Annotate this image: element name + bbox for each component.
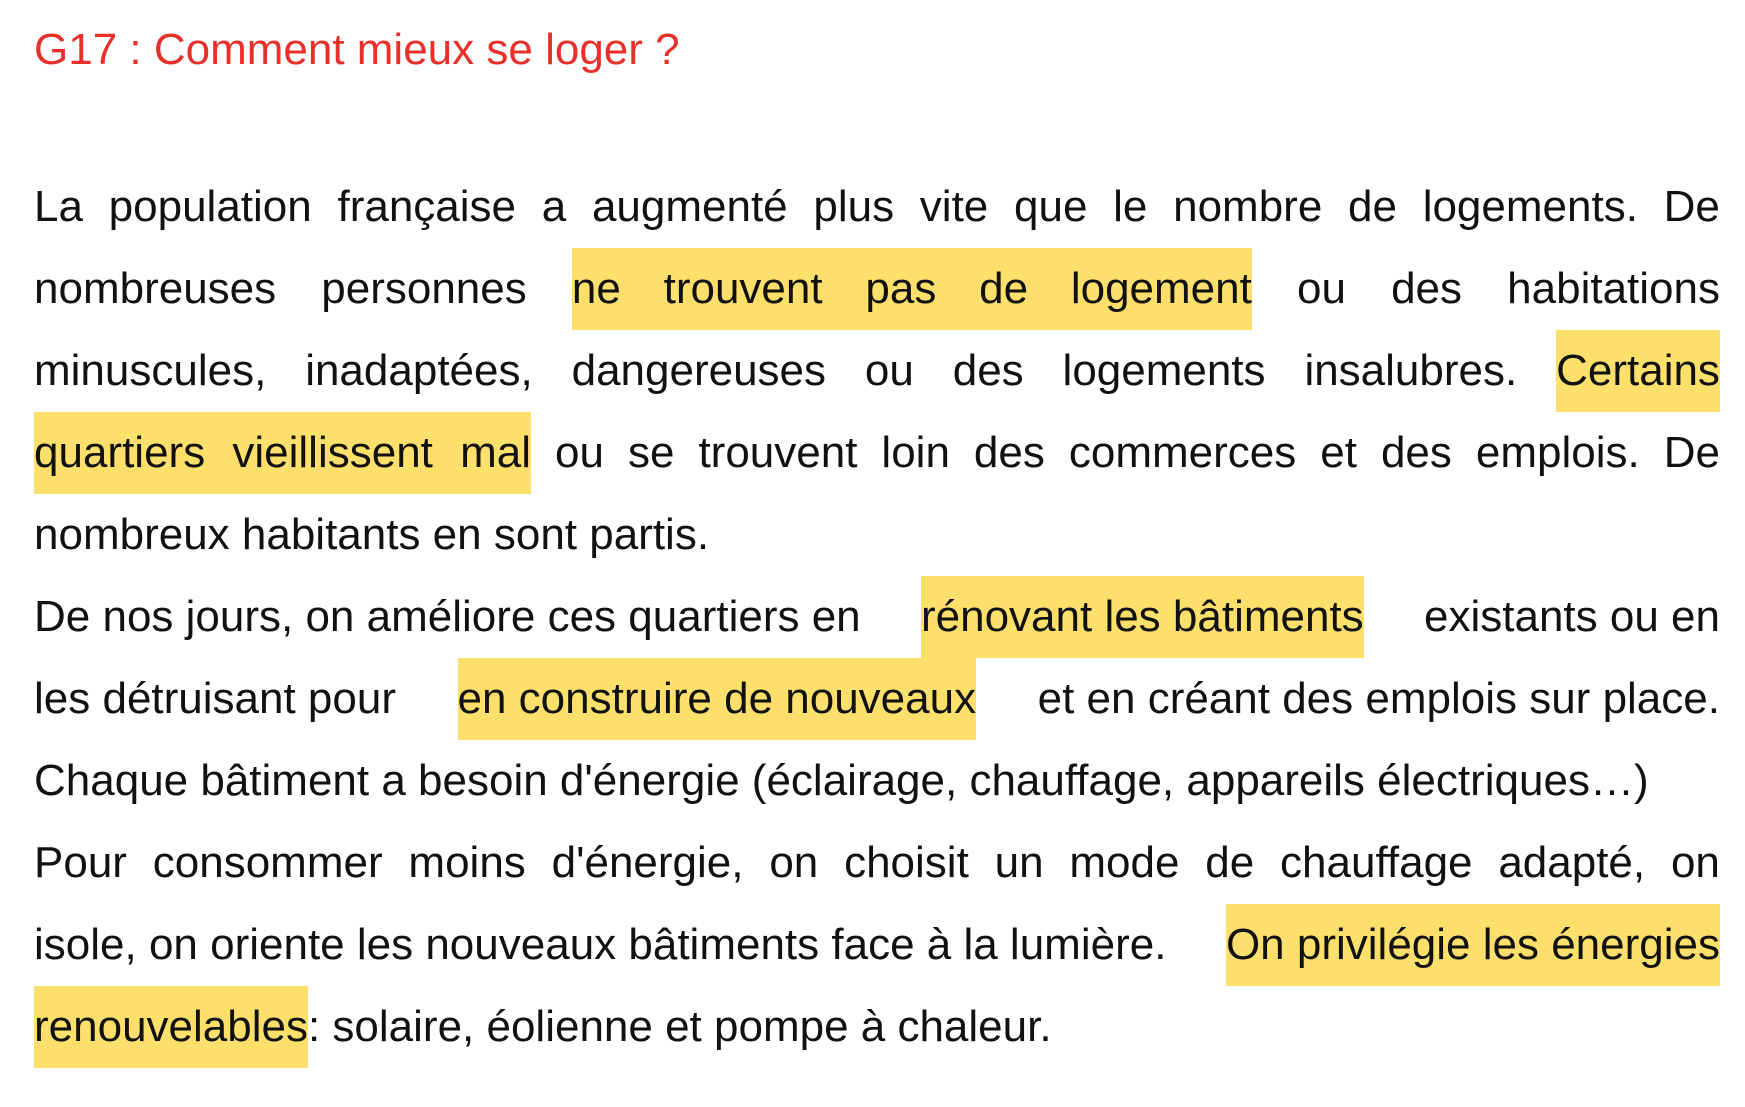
word: dangereuses: [571, 346, 827, 395]
word: de: [1348, 182, 1397, 231]
word: personnes: [321, 264, 527, 313]
text-line-4: [34, 412, 1720, 494]
text-line-9: [34, 822, 1720, 904]
word: d'énergie,: [551, 838, 744, 887]
text-segment: existants ou en: [1424, 592, 1720, 641]
word: plus: [813, 182, 895, 231]
word: logement: [1070, 264, 1252, 313]
word: chauffage: [1280, 838, 1473, 887]
word: quartiers: [34, 428, 206, 477]
word: que: [1014, 182, 1088, 231]
highlight-en-construire-de-nouveaux: en construire de nouveaux: [458, 658, 977, 740]
word: De: [1663, 428, 1720, 477]
word: inadaptées,: [305, 346, 533, 395]
word: De: [1663, 182, 1720, 231]
word: un: [994, 838, 1044, 887]
text-line-5: [34, 494, 1720, 576]
highlight-renouvelables: renouvelables: [34, 986, 308, 1068]
text-segment: et en créant des emplois sur place.: [1037, 674, 1720, 723]
word: choisit: [844, 838, 969, 887]
word: trouvent: [698, 428, 858, 477]
word: a: [541, 182, 567, 231]
word: française: [337, 182, 517, 231]
word: adapté,: [1498, 838, 1646, 887]
highlight-on-privilegie-les-energies: On privilégie les énergies: [1226, 904, 1720, 986]
highlight-ne-trouvent-pas-de-logement: [572, 248, 1252, 330]
word: des: [1380, 428, 1452, 477]
word: pas: [865, 264, 937, 313]
highlight-certains: Certains: [1556, 330, 1720, 412]
text-line-2: [34, 248, 1720, 330]
text-line-8: [34, 740, 1720, 822]
word: augmenté: [591, 182, 788, 231]
word: mode: [1069, 838, 1180, 887]
word: population: [108, 182, 312, 231]
word: ne: [571, 264, 621, 313]
text-segment: nombreux habitants en sont partis.: [34, 510, 710, 559]
word: commerces: [1068, 428, 1297, 477]
word: vieillissent: [232, 428, 433, 477]
text-line-10: [34, 904, 1720, 986]
word: Pour: [34, 838, 127, 887]
word: La: [34, 182, 83, 231]
word: nombre: [1173, 182, 1323, 231]
highlight-renovant-les-batiments: rénovant les bâtiments: [921, 576, 1364, 658]
text-segment: les détruisant pour: [34, 674, 396, 723]
word: des: [973, 428, 1045, 477]
text-segment: isole, on oriente les nouveaux bâtiments face à la lumière.: [34, 920, 1167, 969]
text-segment: Chaque bâtiment a besoin d'énergie (éclairage, chauffage, appareils électriques…): [34, 756, 1649, 805]
word: loin: [881, 428, 950, 477]
word: emplois.: [1475, 428, 1640, 477]
word: moins: [408, 838, 526, 887]
word: insalubres.: [1304, 346, 1518, 395]
text-line-3: [34, 330, 1720, 412]
text-line-7: [34, 658, 1720, 740]
word: on: [769, 838, 819, 887]
word: minuscules,: [34, 346, 267, 395]
text-line-1: [34, 166, 1720, 248]
word: habitations: [1507, 264, 1720, 313]
text-segment: De nos jours, on améliore ces quartiers en: [34, 592, 861, 641]
word: nombreuses: [34, 264, 277, 313]
highlight-quartiers-vieillissent-mal: [34, 412, 531, 494]
text-line-11: [34, 986, 1720, 1068]
word: se: [627, 428, 675, 477]
word: trouvent: [663, 264, 823, 313]
word: on: [1670, 838, 1720, 887]
word: des: [952, 346, 1024, 395]
text-line-6: [34, 576, 1720, 658]
word: ou: [1297, 264, 1346, 313]
word: des: [1391, 264, 1463, 313]
word: de: [1205, 838, 1255, 887]
word: et: [1320, 428, 1357, 477]
word: ou: [864, 346, 914, 395]
word: vite: [919, 182, 989, 231]
word: consommer: [152, 838, 383, 887]
word: mal: [460, 428, 531, 477]
word: logements: [1062, 346, 1266, 395]
word: le: [1113, 182, 1148, 231]
page-title: G17 : Comment mieux se loger ?: [34, 25, 680, 74]
text-segment: : solaire, éolienne et pompe à chaleur.: [307, 1002, 1052, 1051]
word: ou: [555, 428, 604, 477]
word: logements.: [1422, 182, 1638, 231]
word: de: [979, 264, 1029, 313]
